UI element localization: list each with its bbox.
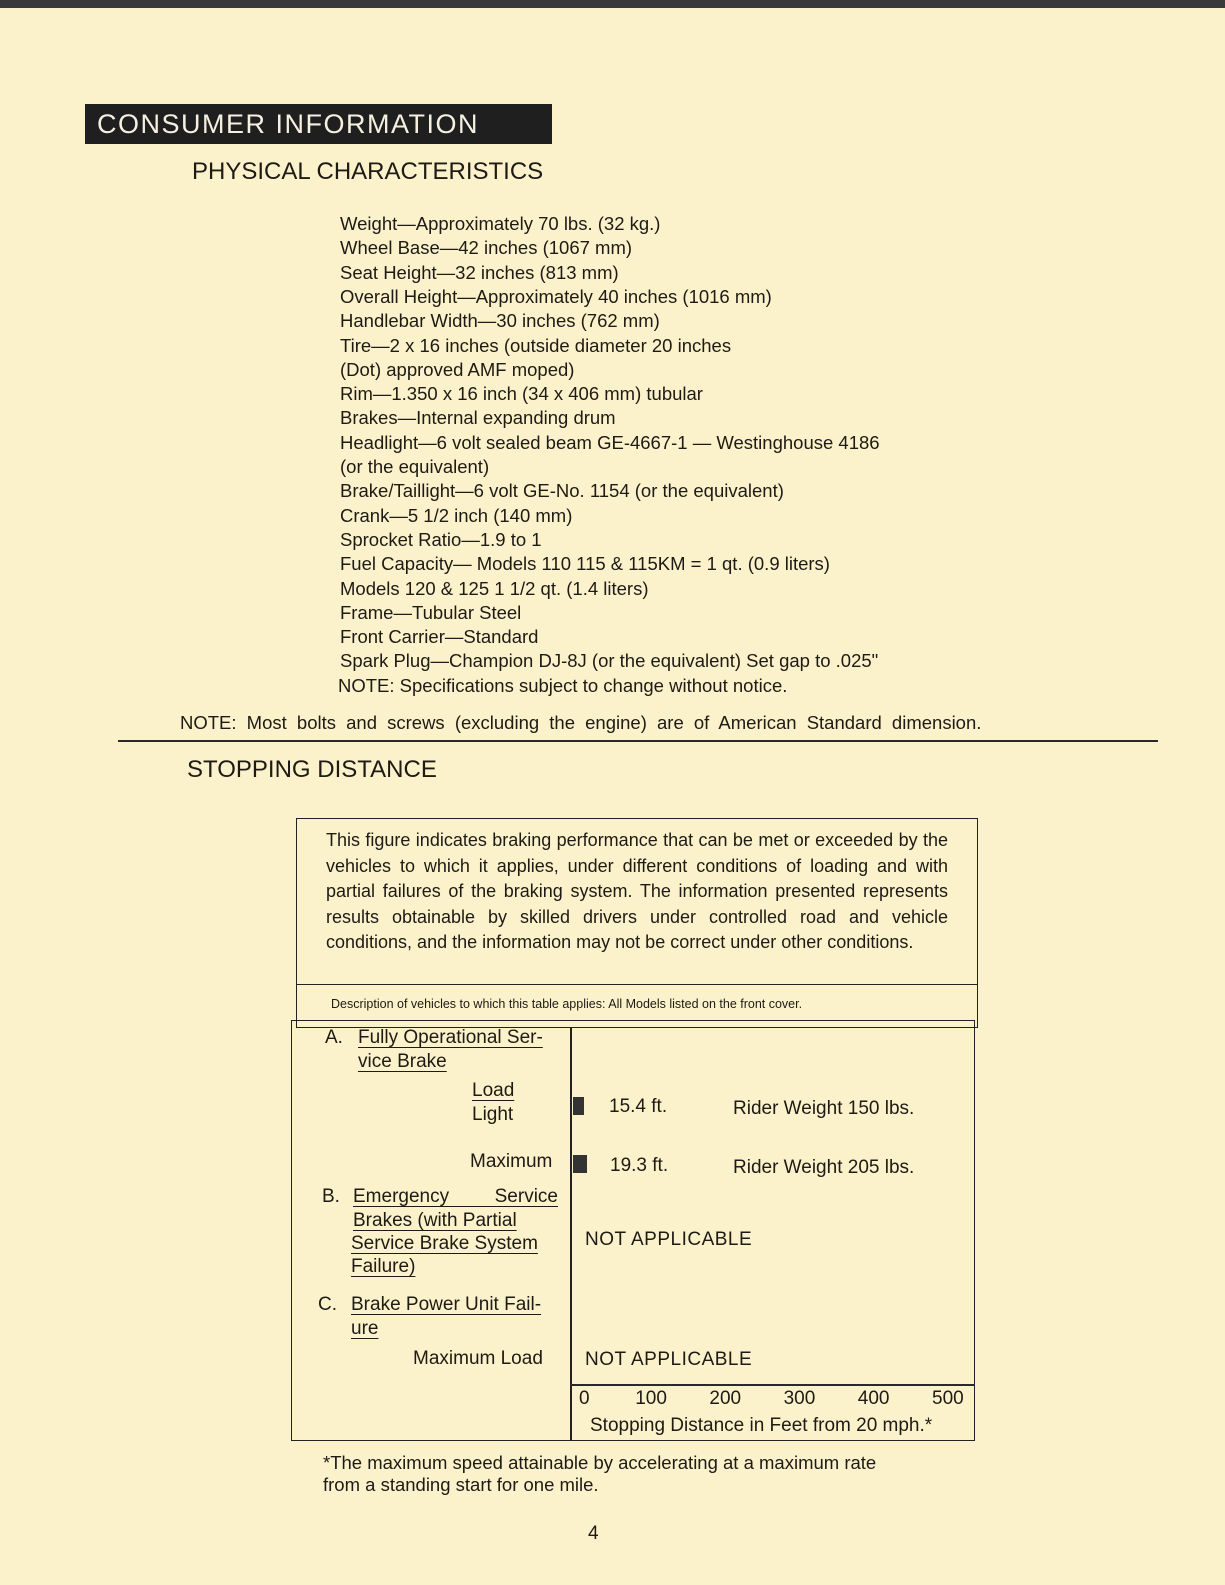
- axis-tick-label: 400: [857, 1388, 890, 1409]
- intro-paragraph: This figure indicates braking performance that can be met or exceeded by the vehicles to which it applies, under different conditions of loading and with partial failures of the braking system. The information presented represents results obtainable by skilled drivers under controlled road and vehicle conditions, and the information may not be correct under other conditions.: [326, 830, 948, 952]
- spec-line: (Dot) approved AMF moped): [340, 358, 575, 380]
- spec-line: Models 120 & 125 1 1/2 qt. (1.4 liters): [340, 577, 649, 599]
- axis-tick-label: 500: [932, 1388, 964, 1409]
- spec-line: Spark Plug—Champion DJ-8J (or the equivalent) Set gap to .025": [340, 650, 879, 672]
- rider-weight-light: Rider Weight 150 lbs.: [733, 1098, 915, 1119]
- stopping-distance-heading: STOPPING DISTANCE: [187, 756, 437, 783]
- load-label: Load: [472, 1080, 515, 1101]
- spec-line: Frame—Tubular Steel: [340, 601, 522, 623]
- spec-line: Handlebar Width—30 inches (762 mm): [340, 310, 660, 332]
- spec-line: Wheel Base—42 inches (1067 mm): [340, 237, 633, 259]
- axis-label: Stopping Distance in Feet from 20 mph.*: [590, 1415, 933, 1436]
- not-applicable-c: NOT APPLICABLE: [585, 1349, 753, 1370]
- stopping-bar-light: [573, 1097, 584, 1115]
- note-text: NOTE: Most bolts and screws (excluding the engine) are of American Standard dimension.: [180, 712, 982, 733]
- section-banner: CONSUMER INFORMATION: [85, 104, 552, 144]
- maximum-label: Maximum: [470, 1151, 553, 1172]
- row-a-title: Fully Operational Ser-: [358, 1027, 543, 1048]
- row-c-title: Brake Power Unit Fail-: [351, 1294, 542, 1315]
- spec-line: NOTE: Specifications subject to change without notice.: [338, 674, 788, 696]
- spec-line: Rim—1.350 x 16 inch (34 x 406 mm) tubular: [340, 383, 703, 405]
- spec-line: (or the equivalent): [340, 456, 490, 477]
- spec-line: Brakes—Internal expanding drum: [340, 407, 616, 429]
- spec-line: Sprocket Ratio—1.9 to 1: [340, 528, 542, 550]
- maximum-load-label: Maximum Load: [413, 1348, 543, 1369]
- footnote-2: from a standing start for one mile.: [323, 1474, 599, 1495]
- spec-line: Brake/Taillight—6 volt GE-No. 1154 (or the equivalent): [340, 480, 784, 502]
- table-divider: [570, 1027, 572, 1440]
- stopping-bar-maximum: [573, 1155, 587, 1173]
- footnote: *The maximum speed attainable by accelerating at a maximum rate: [323, 1452, 877, 1473]
- spec-line: Front Carrier—Standard: [340, 626, 539, 648]
- row-c-title-2: ure: [351, 1318, 379, 1339]
- axis-tick-label: 300: [783, 1388, 816, 1409]
- page-number: 4: [588, 1523, 599, 1544]
- spec-line: Seat Height—32 inches (813 mm): [340, 261, 619, 283]
- light-label: Light: [472, 1104, 514, 1125]
- axis-tick-label: 200: [709, 1388, 742, 1409]
- axis-tick-label: 100: [635, 1388, 667, 1409]
- spec-line: Headlight—6 volt sealed beam GE-4667-1 — Westinghouse 4186: [340, 431, 880, 453]
- axis-line: [570, 1384, 975, 1386]
- spec-line: Tire—2 x 16 inches (outside diameter 20 inches: [340, 334, 732, 356]
- row-a-title-2: vice Brake: [358, 1051, 447, 1072]
- row-b-line: Emergency Service: [353, 1186, 558, 1207]
- row-b-line: Service Brake System: [351, 1233, 538, 1254]
- row-a-label: A.: [325, 1027, 343, 1048]
- spec-line: Crank—5 1/2 inch (140 mm): [340, 504, 573, 526]
- distance-light: 15.4 ft.: [609, 1096, 668, 1117]
- axis-tick-label: 0: [579, 1388, 590, 1409]
- row-c-label: C.: [318, 1294, 337, 1315]
- rider-weight-maximum: Rider Weight 205 lbs.: [733, 1157, 915, 1178]
- distance-maximum: 19.3 ft.: [610, 1155, 669, 1176]
- not-applicable-b: NOT APPLICABLE: [585, 1229, 753, 1250]
- divider: [118, 740, 1158, 742]
- row-b-label: B.: [322, 1186, 340, 1207]
- row-b-line: Brakes (with Partial: [353, 1210, 517, 1231]
- physical-characteristics-heading: PHYSICAL CHARACTERISTICS: [192, 158, 544, 185]
- spec-line: Overall Height—Approximately 40 inches (1016 mm): [340, 285, 772, 307]
- spec-line: Weight—Approximately 70 lbs. (32 kg.): [340, 213, 661, 234]
- description-text: Description of vehicles to which this table applies: All Models listed on the front cover.: [331, 997, 803, 1011]
- scan-edge: [0, 0, 1225, 8]
- spec-line: Fuel Capacity— Models 110 115 & 115KM = 1 qt. (0.9 liters): [340, 553, 830, 575]
- row-b-line: Failure): [351, 1256, 416, 1277]
